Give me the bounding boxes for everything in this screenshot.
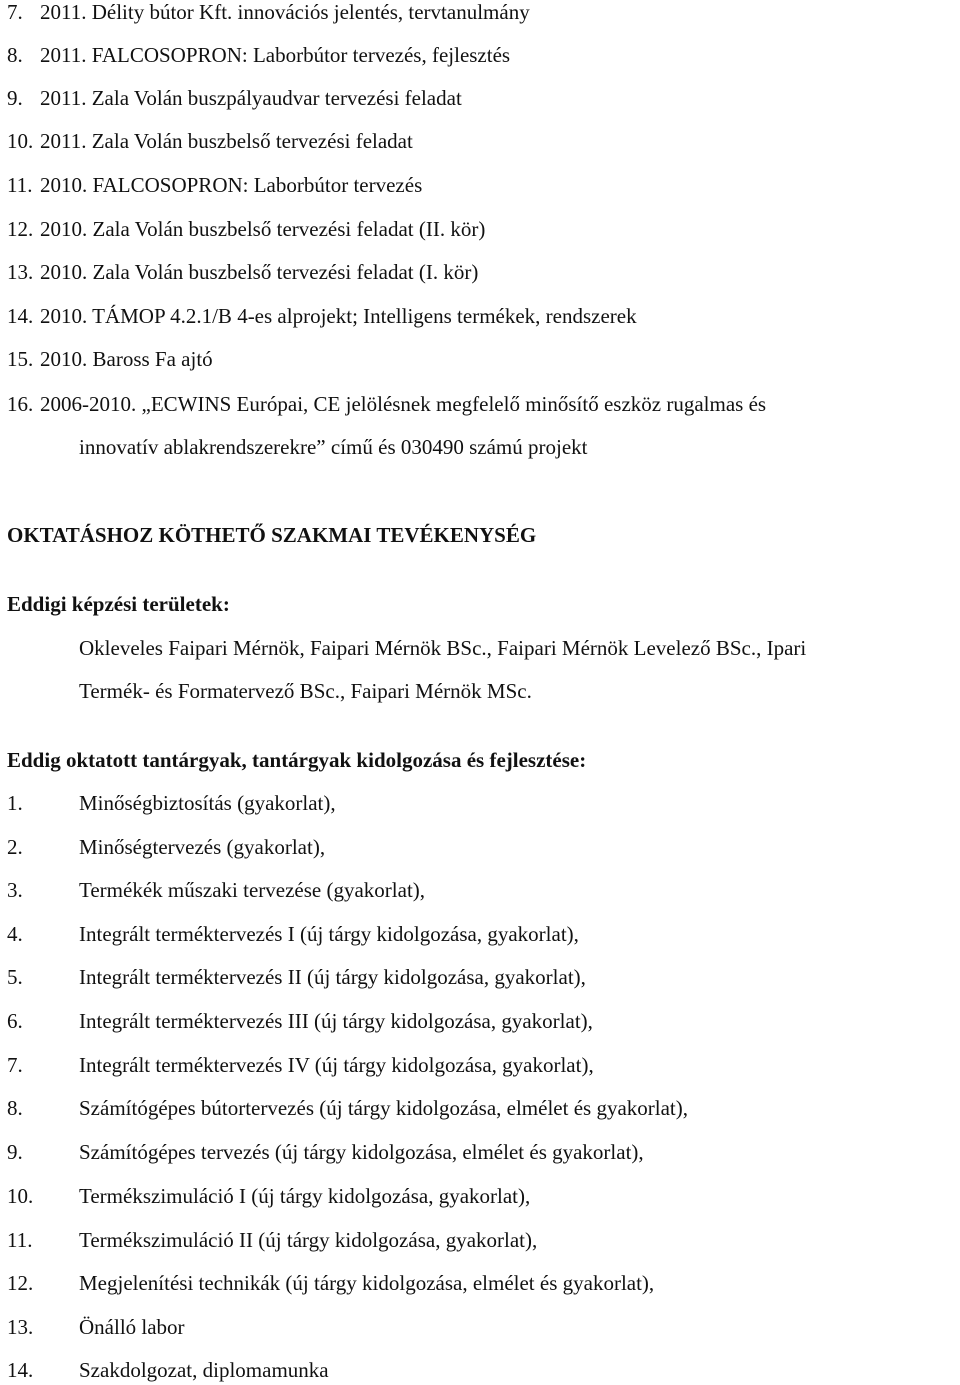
list-item [0, 1183, 960, 1209]
list-item [0, 391, 960, 417]
section-title: OKTATÁSHOZ KÖTHETŐ SZAKMAI TEVÉKENYSÉG [7, 523, 537, 547]
list-item [0, 877, 960, 903]
list-number: 4. [7, 922, 23, 946]
list-item [0, 0, 960, 25]
list-number: 6. [7, 1009, 23, 1033]
list-number: 14. [7, 1358, 34, 1382]
list-text: 2006-2010. „ECWINS Európai, CE jelölésnek megfelelő minősítő eszköz rugalmas és [40, 392, 767, 416]
list-text: Termékszimuláció I (új tárgy kidolgozása, gyakorlat), [79, 1184, 531, 1208]
list-text: Minőségbiztosítás (gyakorlat), [79, 791, 336, 815]
list-number: 16. [7, 392, 34, 416]
list-item [0, 1052, 960, 1078]
list-text: Integrált terméktervezés I (új tárgy kidolgozása, gyakorlat), [79, 922, 579, 946]
list-number: 11. [7, 173, 33, 197]
list-item [0, 1008, 960, 1034]
list-item [0, 303, 960, 329]
list-text: 2010. TÁMOP 4.2.1/B 4-es alprojekt; Intelligens termékek, rendszerek [40, 304, 637, 328]
list-item [0, 1139, 960, 1165]
list-text: 2010. Zala Volán buszbelső tervezési feladat (II. kör) [40, 217, 486, 241]
list-text: 2010. FALCOSOPRON: Laborbútor tervezés [40, 173, 423, 197]
list-item [0, 216, 960, 242]
list-text: Termékszimuláció II (új tárgy kidolgozása, gyakorlat), [79, 1228, 538, 1252]
list-text: Termékék műszaki tervezése (gyakorlat), [79, 878, 426, 902]
list-text: Integrált terméktervezés IV (új tárgy kidolgozása, gyakorlat), [79, 1053, 594, 1077]
list-text: 2011. Zala Volán buszbelső tervezési feladat [40, 129, 413, 153]
list-number: 8. [7, 1096, 23, 1120]
list-item [0, 1270, 960, 1296]
list-number: 10. [7, 129, 34, 153]
list-number: 9. [7, 86, 23, 110]
list-number: 13. [7, 1315, 34, 1339]
list-number: 14. [7, 304, 34, 328]
list-number: 3. [7, 878, 23, 902]
list-number: 11. [7, 1228, 33, 1252]
list-number: 7. [7, 0, 23, 24]
list-text: Integrált terméktervezés III (új tárgy kidolgozása, gyakorlat), [79, 1009, 593, 1033]
list-item [0, 128, 960, 154]
list-number: 12. [7, 217, 34, 241]
list-item [0, 85, 960, 111]
list-text: Számítógépes bútortervezés (új tárgy kidolgozása, elmélet és gyakorlat), [79, 1096, 688, 1120]
list-item [0, 790, 960, 816]
list-number: 10. [7, 1184, 34, 1208]
list-number: 7. [7, 1053, 23, 1077]
list-item [0, 964, 960, 990]
list-item [0, 834, 960, 860]
list-text: Számítógépes tervezés (új tárgy kidolgozása, elmélet és gyakorlat), [79, 1140, 644, 1164]
list-number: 2. [7, 835, 23, 859]
list-number: 15. [7, 347, 34, 371]
list-item [0, 346, 960, 372]
list-item [0, 1357, 960, 1383]
list-item [0, 259, 960, 285]
list-text: Megjelenítési technikák (új tárgy kidolgozása, elmélet és gyakorlat), [79, 1271, 655, 1295]
list-text: Minőségtervezés (gyakorlat), [79, 835, 326, 859]
list-number: 13. [7, 260, 34, 284]
list-number: 1. [7, 791, 23, 815]
training-text-line: Okleveles Faipari Mérnök, Faipari Mérnök BSc., Faipari Mérnök Levelező BSc., Ipari [79, 636, 807, 660]
list-number: 9. [7, 1140, 23, 1164]
list-item [0, 42, 960, 68]
list-item [0, 1227, 960, 1253]
list-text: 2010. Zala Volán buszbelső tervezési feladat (I. kör) [40, 260, 479, 284]
list-item [0, 921, 960, 947]
list-number: 8. [7, 43, 23, 67]
list-item [0, 1095, 960, 1121]
list-number: 5. [7, 965, 23, 989]
list-item [0, 172, 960, 198]
list-text: 2011. FALCOSOPRON: Laborbútor tervezés, fejlesztés [40, 43, 511, 67]
courses-heading: Eddig oktatott tantárgyak, tantárgyak kidolgozása és fejlesztése: [7, 748, 587, 772]
list-item [0, 1314, 960, 1340]
list-number: 12. [7, 1271, 34, 1295]
list-text: Szakdolgozat, diplomamunka [79, 1358, 329, 1382]
list-text-continuation: innovatív ablakrendszerekre” című és 030490 számú projekt [79, 435, 588, 459]
list-text: 2011. Délity bútor Kft. innovációs jelentés, tervtanulmány [40, 0, 530, 24]
training-text-line: Termék- és Formatervező BSc., Faipari Mérnök MSc. [79, 679, 532, 703]
list-text: Önálló labor [79, 1315, 185, 1339]
training-heading: Eddigi képzési területek: [7, 592, 230, 616]
list-text: 2011. Zala Volán buszpályaudvar tervezési feladat [40, 86, 462, 110]
list-text: 2010. Baross Fa ajtó [40, 347, 213, 371]
list-text: Integrált terméktervezés II (új tárgy kidolgozása, gyakorlat), [79, 965, 586, 989]
